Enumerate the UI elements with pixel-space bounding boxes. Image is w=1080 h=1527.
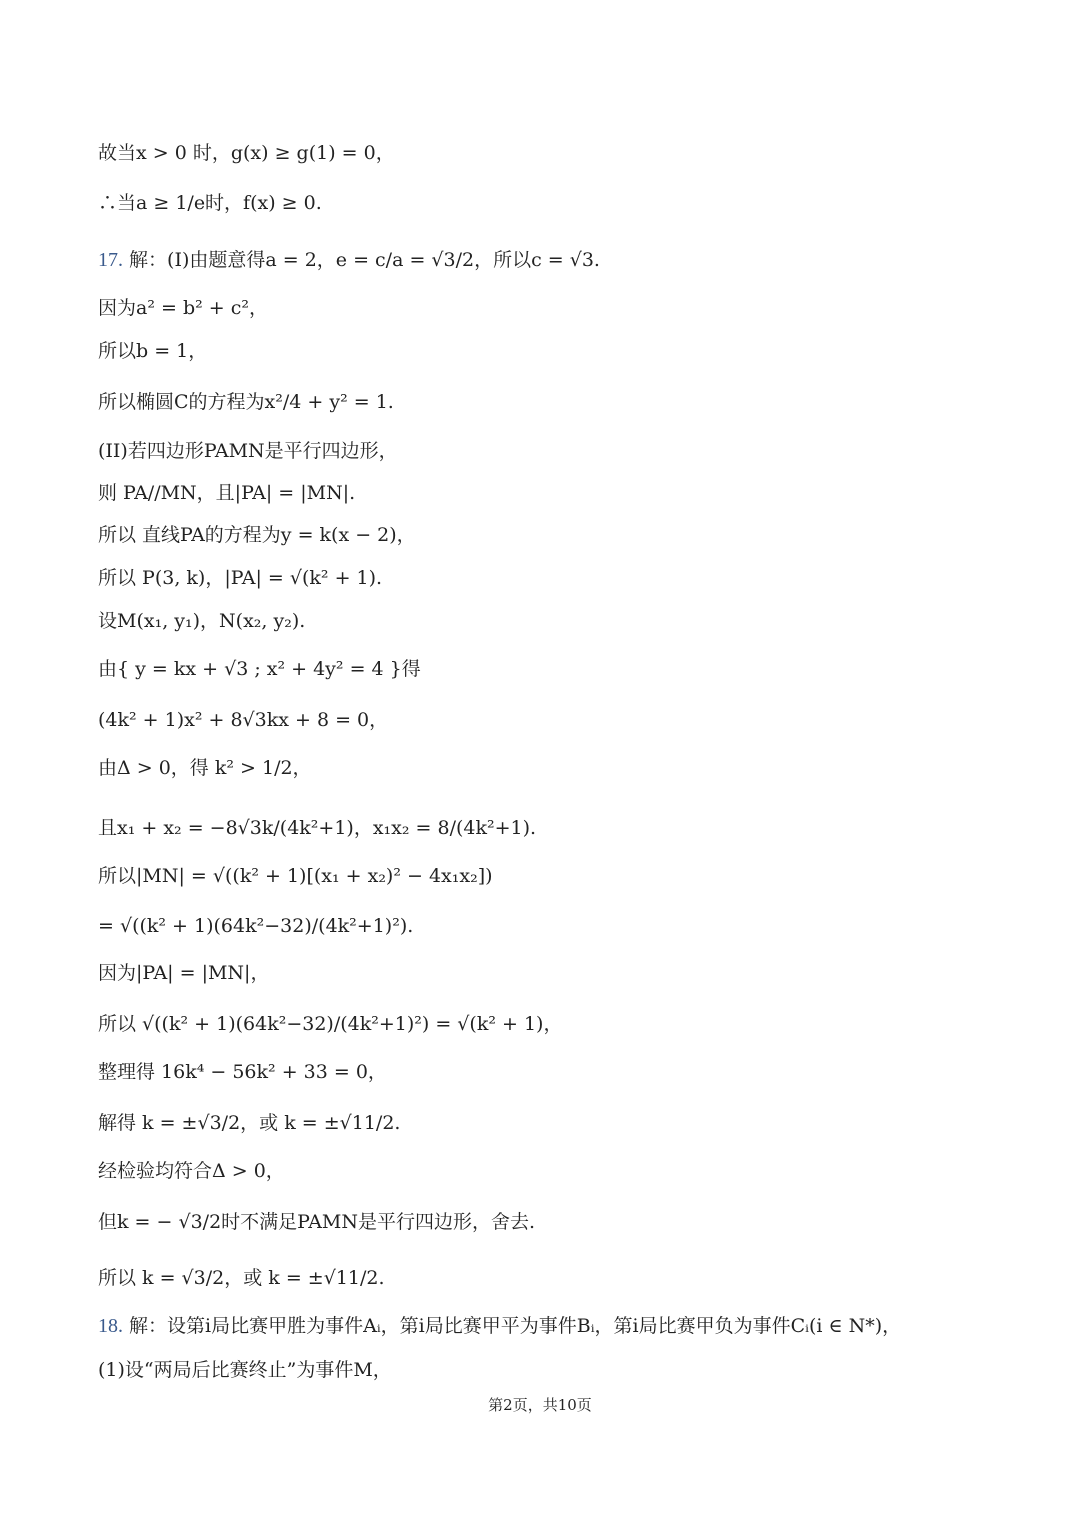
line-1: 故当x > 0 时，g(x) ≥ g(1) = 0，	[98, 142, 395, 164]
line-15: 且x₁ + x₂ = −8√3k/(4k²+1)，x₁x₂ = 8/(4k²+1).	[98, 817, 537, 839]
line-3: 17. 解：(I)由题意得a = 2，e = c/a = √3/2，所以c = √3.	[98, 249, 600, 271]
line-10: 所以 P(3, k)，|PA| = √(k² + 1).	[98, 567, 383, 589]
line-25: 18. 解：设第i局比赛甲胜为事件Aᵢ，第i局比赛甲平为事件Bᵢ，第i局比赛甲负为事件Cᵢ(i ∈ N*)，	[98, 1315, 902, 1337]
problem-number-18: 18.	[98, 1315, 123, 1337]
line-20: 整理得 16k⁴ − 56k² + 33 = 0，	[98, 1061, 387, 1083]
line-26: (1)设“两局后比赛终止”为事件M，	[98, 1359, 392, 1381]
line-4: 因为a² = b² + c²，	[98, 297, 268, 319]
line-22: 经检验均符合Δ > 0，	[98, 1160, 285, 1182]
line-11: 设M(x₁, y₁)，N(x₂, y₂).	[98, 610, 306, 632]
line-16: 所以|MN| = √((k² + 1)[(x₁ + x₂)² − 4x₁x₂])	[98, 865, 493, 887]
line-18: 因为|PA| = |MN|，	[98, 962, 270, 984]
line-6: 所以椭圆C的方程为x²/4 + y² = 1.	[98, 391, 394, 413]
line-8: 则 PA//MN，且|PA| = |MN|.	[98, 482, 356, 504]
line-12: 由{ y = kx + √3 ; x² + 4y² = 4 }得	[98, 658, 421, 680]
line-19: 所以 √((k² + 1)(64k²−32)/(4k²+1)²) = √(k² + 1)，	[98, 1013, 563, 1035]
line-5: 所以b = 1，	[98, 340, 208, 362]
line-24: 所以 k = √3/2，或 k = ±√11/2.	[98, 1267, 385, 1289]
line-9: 所以 直线PA的方程为y = k(x − 2)，	[98, 524, 416, 546]
line-21: 解得 k = ±√3/2，或 k = ±√11/2.	[98, 1112, 401, 1134]
line-23: 但k = − √3/2时不满足PAMN是平行四边形，舍去.	[98, 1211, 536, 1233]
line-2: ∴当a ≥ 1/e时，f(x) ≥ 0.	[98, 192, 322, 214]
line-13: (4k² + 1)x² + 8√3kx + 8 = 0，	[98, 709, 389, 731]
problem-number-17: 17.	[98, 249, 123, 271]
page-footer: 第2页，共10页	[488, 1396, 592, 1414]
line-14: 由Δ > 0，得 k² > 1/2，	[98, 757, 312, 779]
line-7: (II)若四边形PAMN是平行四边形，	[98, 440, 398, 462]
line-17: = √((k² + 1)(64k²−32)/(4k²+1)²).	[98, 915, 414, 937]
